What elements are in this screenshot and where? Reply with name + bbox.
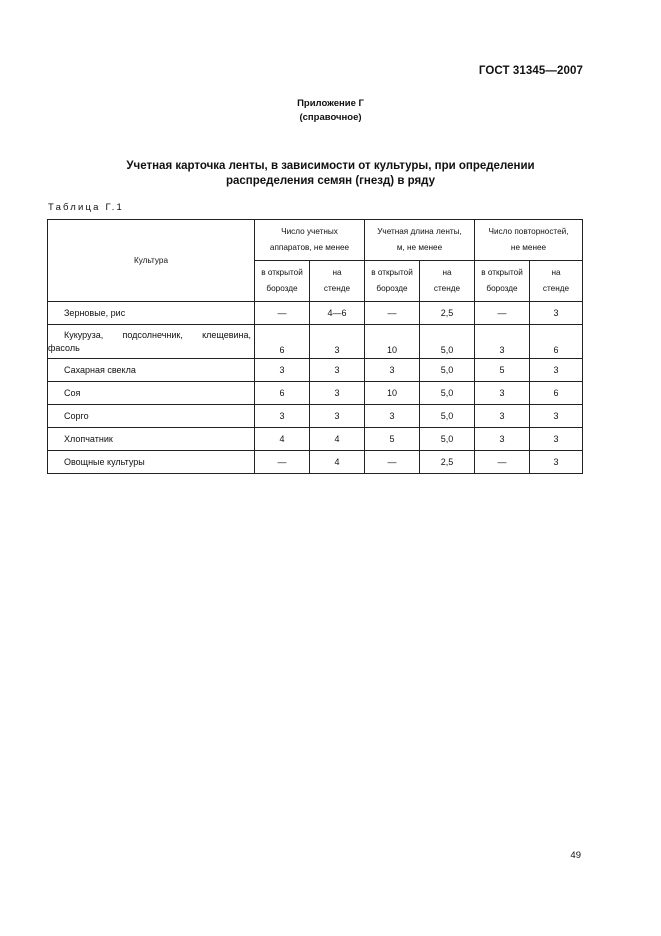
table-row	[48, 451, 583, 474]
page-title-line-1: Учетная карточка ленты, в зависимости от культуры, при определении	[126, 160, 535, 172]
value-cell: 10	[365, 325, 420, 359]
value-cell: —	[475, 302, 530, 325]
value-cell: 5,0	[420, 382, 475, 405]
value-cell: 5,0	[420, 325, 475, 359]
value-cell: 3	[475, 325, 530, 359]
subheader-line: стенде	[323, 284, 351, 293]
crop-cell: Зерновые, рис	[48, 302, 255, 325]
value-cell: —	[475, 451, 530, 474]
crop-cell: Сахарная свекла	[48, 359, 255, 382]
table-row	[48, 359, 583, 382]
value-cell: 5,0	[420, 428, 475, 451]
table-label: Таблица Г.1	[48, 202, 124, 213]
value-cell: 5	[475, 359, 530, 382]
value-cell: 10	[365, 382, 420, 405]
value-cell: 4	[310, 451, 365, 474]
table-row	[48, 405, 583, 428]
subheader-line: в открытой	[261, 268, 303, 277]
subheader-open-furrow	[475, 261, 530, 302]
value-cell: 6	[255, 325, 310, 359]
value-cell: 5,0	[420, 405, 475, 428]
subheader-line: стенде	[542, 284, 570, 293]
crop-cell: Хлопчатник	[48, 428, 255, 451]
group-header-line: м, не менее	[396, 243, 443, 252]
value-cell: 3	[530, 359, 583, 382]
crop-cell: Соя	[48, 382, 255, 405]
page-number: 49	[570, 850, 581, 861]
value-cell: 3	[365, 405, 420, 428]
value-cell: 2,5	[420, 302, 475, 325]
value-cell: —	[365, 451, 420, 474]
subheader-stand	[420, 261, 475, 302]
value-cell: 6	[255, 382, 310, 405]
group-header-line: не менее	[510, 243, 547, 252]
subheader-line: в открытой	[481, 268, 523, 277]
value-cell: 5,0	[420, 359, 475, 382]
table-header-row	[48, 220, 583, 261]
table-row	[48, 428, 583, 451]
subheader-line: стенде	[433, 284, 461, 293]
value-cell: —	[255, 451, 310, 474]
group-header-length	[365, 220, 475, 261]
group-header-line: Учетная длина ленты,	[377, 227, 462, 236]
data-table	[47, 219, 583, 474]
value-cell: 3	[365, 359, 420, 382]
value-cell: 3	[310, 405, 365, 428]
value-cell: 3	[310, 382, 365, 405]
table-row	[48, 302, 583, 325]
subheader-open-furrow	[255, 261, 310, 302]
table-row	[48, 382, 583, 405]
value-cell: 3	[475, 405, 530, 428]
culture-header: Культура	[48, 220, 255, 302]
subheader-stand	[530, 261, 583, 302]
value-cell: 3	[310, 325, 365, 359]
subheader-open-furrow	[365, 261, 420, 302]
value-cell: 2,5	[420, 451, 475, 474]
crop-cell: Сорго	[48, 405, 255, 428]
group-header-line: Число повторностей,	[488, 227, 569, 236]
group-header-devices	[255, 220, 365, 261]
value-cell: 3	[530, 451, 583, 474]
value-cell: 3	[475, 382, 530, 405]
crop-cell	[48, 325, 255, 359]
group-header-line: Число учетных	[281, 227, 338, 236]
value-cell: 4	[310, 428, 365, 451]
value-cell: 4	[255, 428, 310, 451]
value-cell: 3	[530, 302, 583, 325]
crop-cell: Овощные культуры	[48, 451, 255, 474]
value-cell: 3	[530, 428, 583, 451]
value-cell: 3	[530, 405, 583, 428]
subheader-line: на	[442, 268, 452, 277]
table-row	[48, 325, 583, 359]
value-cell: 3	[310, 359, 365, 382]
appendix-title: Приложение Г	[297, 98, 364, 109]
subheader-line: борозде	[376, 284, 408, 293]
value-cell: 3	[475, 428, 530, 451]
value-cell: —	[365, 302, 420, 325]
subheader-line: на	[332, 268, 342, 277]
group-header-line: аппаратов, не менее	[269, 243, 350, 252]
crop-cell-line: Кукуруза, подсолнечник, клещевина,	[64, 329, 251, 340]
crop-cell-line: фасоль	[48, 342, 80, 353]
appendix-heading	[0, 97, 661, 125]
appendix-subtitle: (справочное)	[299, 112, 362, 123]
subheader-line: борозде	[486, 284, 518, 293]
value-cell: —	[255, 302, 310, 325]
value-cell: 6	[530, 325, 583, 359]
subheader-line: борозде	[266, 284, 298, 293]
subheader-line: на	[551, 268, 561, 277]
value-cell: 3	[255, 359, 310, 382]
value-cell: 5	[365, 428, 420, 451]
subheader-stand	[310, 261, 365, 302]
document-code: ГОСТ 31345—2007	[478, 65, 583, 77]
value-cell: 6	[530, 382, 583, 405]
group-header-repeats	[475, 220, 583, 261]
value-cell: 3	[255, 405, 310, 428]
value-cell: 4—6	[310, 302, 365, 325]
page-title-line-2: распределения семян (гнезд) в ряду	[225, 175, 436, 187]
subheader-line: в открытой	[371, 268, 413, 277]
page-title	[48, 159, 613, 189]
